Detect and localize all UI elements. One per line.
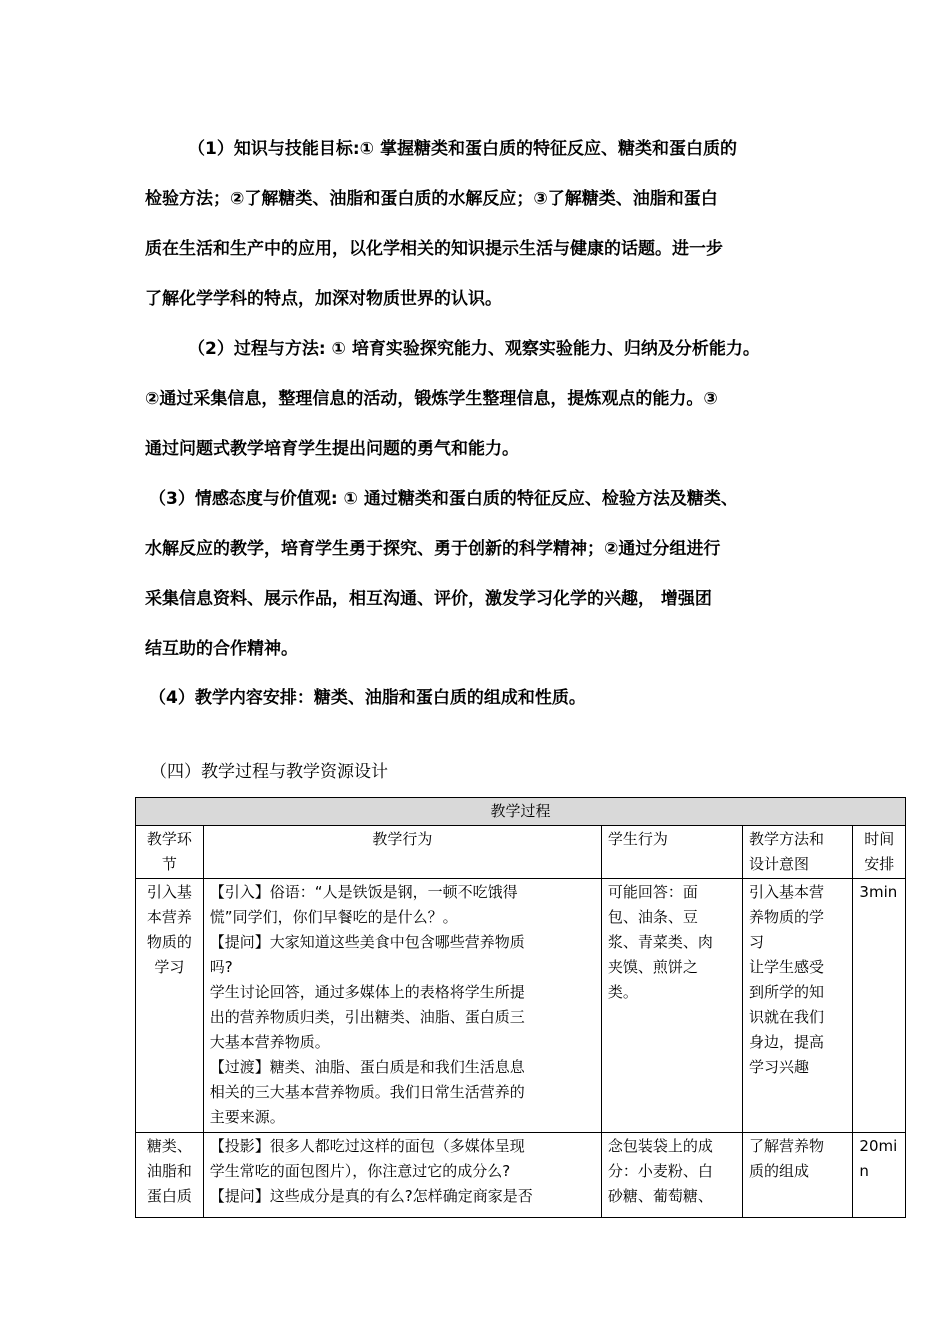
cell-line: 念包装袋上的成 <box>607 1137 713 1155</box>
cell-line: 大基本营养物质。 <box>209 1033 330 1051</box>
cell-line: 砂糖、葡萄糖、 <box>607 1187 713 1205</box>
cell-line: 【引入】俗语：“人是铁饭是钢，一顿不吃饿得 <box>209 883 518 901</box>
row-teacher-cell <box>203 1133 601 1218</box>
row-step-cell <box>136 1133 204 1218</box>
cell-line: 蛋白质 <box>146 1187 192 1205</box>
text-line: （4）教学内容安排：糖类、油脂和蛋白质的组成和性质。 <box>149 688 586 708</box>
text-line: （2）过程与方法: ① 培育实验探究能力、观察实验能力、归纳及分析能力。 <box>188 339 760 359</box>
cell-line: 吗? <box>209 958 233 976</box>
cell-line: 油脂和 <box>146 1162 192 1180</box>
row-student-cell <box>601 879 742 1133</box>
header-method <box>742 826 852 879</box>
table-header-row <box>136 826 906 879</box>
cell-line: 学习 <box>154 958 185 976</box>
table-row <box>136 879 906 1133</box>
text-line: 通过问题式教学培育学生提出问题的勇气和能力。 <box>145 439 519 459</box>
header-line: 教学环 <box>146 830 192 848</box>
objective-content <box>145 686 817 711</box>
header-line: 教学方法和 <box>748 830 824 848</box>
cell-line: 学生讨论回答，通过多媒体上的表格将学生所提 <box>209 983 525 1001</box>
cell-line: 分：小麦粉、白 <box>607 1162 713 1180</box>
header-teacher <box>203 826 601 879</box>
cell-line: 本营养 <box>146 908 192 926</box>
cell-line: 3min <box>859 883 898 901</box>
cell-line: 了解营养物 <box>748 1137 824 1155</box>
cell-line: 慌”同学们，你们早餐吃的是什么？。 <box>209 908 458 926</box>
text-line: 了解化学学科的特点，加深对物质世界的认识。 <box>145 289 502 309</box>
header-line: 时间 <box>864 830 895 848</box>
cell-line: 学生常吃的面包图片），你注意过它的成分么? <box>209 1162 511 1180</box>
cell-line: 主要来源。 <box>209 1108 285 1126</box>
cell-line: 出的营养物质归类，引出糖类、油脂、蛋白质三 <box>209 1008 525 1026</box>
cell-line: 引入基 <box>146 883 192 901</box>
table-caption-row <box>136 798 906 826</box>
text-line: 检验方法；②了解糖类、油脂和蛋白质的水解反应；③了解糖类、油脂和蛋白 <box>145 189 718 209</box>
objective-knowledge <box>145 137 817 337</box>
cell-line: 可能回答：面 <box>607 883 698 901</box>
cell-line: 相关的三大基本营养物质。我们日常生活营养的 <box>209 1083 525 1101</box>
table-row <box>136 1133 906 1218</box>
cell-line: 质的组成 <box>748 1162 809 1180</box>
cell-line: 【过渡】糖类、油脂、蛋白质是和我们生活息息 <box>209 1058 525 1076</box>
cell-line: 养物质的学 <box>748 908 824 926</box>
cell-line: 【投影】很多人都吃过这样的面包（多媒体呈现 <box>209 1137 525 1155</box>
objective-attitude <box>145 487 817 687</box>
header-line: 安排 <box>864 855 895 873</box>
cell-line: 物质的 <box>146 933 192 951</box>
cell-line: 身边，提高 <box>748 1033 824 1051</box>
teaching-process-table <box>135 797 906 1218</box>
row-student-cell <box>601 1133 742 1218</box>
text-line: 结互助的合作精神。 <box>145 639 298 659</box>
cell-line: 到所学的知 <box>748 983 824 1001</box>
header-step <box>136 826 204 879</box>
header-student <box>601 826 742 879</box>
cell-line: 类。 <box>607 983 638 1001</box>
text-line: 采集信息资料、展示作品，相互沟通、评价，激发学习化学的兴趣， 增强团 <box>145 589 712 609</box>
header-line: 教学行为 <box>372 830 433 848</box>
cell-line: 糖类、 <box>146 1137 192 1155</box>
row-step-cell <box>136 879 204 1133</box>
row-method-cell <box>742 879 852 1133</box>
header-time <box>853 826 906 879</box>
cell-line: 夹馍、煎饼之 <box>607 958 698 976</box>
text-line: 质在生活和生产中的应用，以化学相关的知识提示生活与健康的话题。进一步 <box>145 239 723 259</box>
cell-line: n <box>859 1162 869 1180</box>
table-caption: 教学过程 <box>136 798 906 826</box>
cell-line: 引入基本营 <box>748 883 824 901</box>
cell-line: 让学生感受 <box>748 958 824 976</box>
row-method-cell <box>742 1133 852 1218</box>
header-line: 设计意图 <box>748 855 809 873</box>
text-line: 水解反应的教学，培育学生勇于探究、勇于创新的科学精神；②通过分组进行 <box>145 539 721 559</box>
cell-line: 【提问】大家知道这些美食中包含哪些营养物质 <box>209 933 525 951</box>
row-time-cell <box>853 879 906 1133</box>
text-line: ②通过采集信息，整理信息的活动，锻炼学生整理信息，提炼观点的能力。③ <box>145 389 718 409</box>
cell-line: 学习兴趣 <box>748 1058 809 1076</box>
row-time-cell <box>853 1133 906 1218</box>
text-line: （1）知识与技能目标:① 掌握糖类和蛋白质的特征反应、糖类和蛋白质的 <box>188 139 737 159</box>
cell-line: 识就在我们 <box>748 1008 824 1026</box>
cell-line: 【提问】这些成分是真的有么?怎样确定商家是否 <box>209 1187 533 1205</box>
cell-line: 习 <box>748 933 764 951</box>
row-teacher-cell <box>203 879 601 1133</box>
cell-line: 包、油条、豆 <box>607 908 698 926</box>
section-heading: （四）教学过程与教学资源设计 <box>150 762 388 782</box>
objective-process <box>145 337 817 487</box>
cell-line: 浆、青菜类、肉 <box>607 933 713 951</box>
header-line: 节 <box>161 855 177 873</box>
text-line: （3）情感态度与价值观: ① 通过糖类和蛋白质的特征反应、检验方法及糖类、 <box>149 489 738 509</box>
header-line: 学生行为 <box>607 830 668 848</box>
cell-line: 20mi <box>859 1137 898 1155</box>
